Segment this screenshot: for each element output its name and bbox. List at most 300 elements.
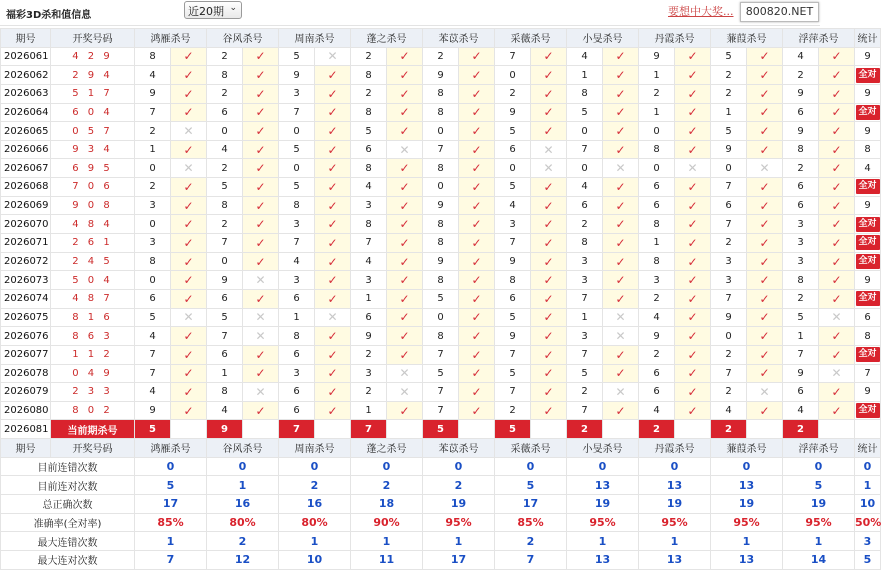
stat-value: 13 <box>567 550 639 569</box>
check-icon: ✓ <box>315 383 351 402</box>
top-bar <box>0 0 820 26</box>
check-icon: ✓ <box>315 103 351 122</box>
correct-count <box>855 234 881 253</box>
all-correct-badge: 全对 <box>856 179 880 194</box>
cross-icon: ✕ <box>387 383 423 402</box>
stat-value: 5 <box>855 550 881 569</box>
check-icon: ✓ <box>819 47 855 66</box>
kill-digit: 9 <box>279 66 315 85</box>
check-icon: ✓ <box>459 383 495 402</box>
all-correct-badge: 全对 <box>856 217 880 232</box>
kill-digit: 1 <box>351 401 387 420</box>
check-icon: ✓ <box>819 252 855 271</box>
table-row <box>1 271 881 290</box>
draw-numbers: 2 3 3 <box>51 383 135 402</box>
stat-value: 0 <box>207 457 279 476</box>
stat-value: 19 <box>567 495 639 514</box>
kill-digit: 8 <box>423 103 459 122</box>
issue-number: 2026067 <box>1 159 51 178</box>
stat-label: 最大连对次数 <box>1 550 135 569</box>
check-icon: ✓ <box>171 364 207 383</box>
stat-value: 80% <box>279 513 351 532</box>
kill-digit: 4 <box>783 401 819 420</box>
current-kill-digit: 5 <box>135 420 171 439</box>
correct-count <box>855 252 881 271</box>
check-icon: ✓ <box>459 271 495 290</box>
cross-icon: ✕ <box>603 308 639 327</box>
kill-digit: 9 <box>711 308 747 327</box>
kill-digit: 6 <box>639 178 675 197</box>
draw-numbers: 9 3 4 <box>51 140 135 159</box>
kill-digit: 3 <box>351 196 387 215</box>
column-header: 周南杀号 <box>279 29 351 48</box>
column-header: 谷风杀号 <box>207 29 279 48</box>
check-icon: ✓ <box>243 122 279 141</box>
check-icon: ✓ <box>675 289 711 308</box>
kill-digit: 7 <box>207 234 243 253</box>
kill-digit: 9 <box>423 66 459 85</box>
check-icon: ✓ <box>819 383 855 402</box>
stat-row <box>1 457 881 476</box>
draw-numbers: 2 4 5 <box>51 252 135 271</box>
column-header: 浮萍杀号 <box>783 29 855 48</box>
kill-digit: 1 <box>279 308 315 327</box>
kill-digit: 8 <box>279 327 315 346</box>
stat-value: 5 <box>783 476 855 495</box>
kill-digit: 9 <box>639 327 675 346</box>
stat-value: 95% <box>639 513 711 532</box>
kill-digit: 2 <box>351 84 387 103</box>
check-icon: ✓ <box>243 215 279 234</box>
table-row <box>1 159 881 178</box>
table-row <box>1 122 881 141</box>
kill-digit: 3 <box>351 364 387 383</box>
check-icon: ✓ <box>819 196 855 215</box>
check-icon: ✓ <box>747 401 783 420</box>
check-icon: ✓ <box>603 178 639 197</box>
cross-icon: ✕ <box>243 327 279 346</box>
check-icon: ✓ <box>315 345 351 364</box>
cross-icon: ✕ <box>243 308 279 327</box>
check-icon: ✓ <box>819 234 855 253</box>
stat-value: 1 <box>351 532 423 551</box>
current-kill-digit: 5 <box>423 420 459 439</box>
kill-digit: 3 <box>567 327 603 346</box>
check-icon: ✓ <box>387 178 423 197</box>
check-icon: ✓ <box>315 271 351 290</box>
kill-digit: 3 <box>135 234 171 253</box>
kill-digit: 8 <box>351 215 387 234</box>
period-select-value: 近20期 <box>188 5 224 18</box>
check-icon: ✓ <box>171 327 207 346</box>
check-icon: ✓ <box>531 345 567 364</box>
kill-digit: 2 <box>567 383 603 402</box>
stat-row <box>1 476 881 495</box>
check-icon: ✓ <box>315 66 351 85</box>
issue-number: 2026071 <box>1 234 51 253</box>
column-header: 小旻杀号 <box>567 29 639 48</box>
kill-digit: 0 <box>495 66 531 85</box>
check-icon: ✓ <box>171 103 207 122</box>
check-icon: ✓ <box>387 308 423 327</box>
table-row <box>1 84 881 103</box>
check-icon: ✓ <box>747 196 783 215</box>
check-icon: ✓ <box>315 84 351 103</box>
cross-icon: ✕ <box>315 308 351 327</box>
issue-number: 2026080 <box>1 401 51 420</box>
stat-value: 18 <box>351 495 423 514</box>
kill-digit: 5 <box>567 103 603 122</box>
kill-digit: 6 <box>783 383 819 402</box>
check-icon: ✓ <box>459 289 495 308</box>
check-icon: ✓ <box>315 140 351 159</box>
check-icon: ✓ <box>603 66 639 85</box>
check-icon: ✓ <box>171 345 207 364</box>
kill-digit: 0 <box>207 122 243 141</box>
check-icon: ✓ <box>171 271 207 290</box>
current-kill-spacer <box>315 420 351 439</box>
kill-digit: 7 <box>135 364 171 383</box>
check-icon: ✓ <box>675 271 711 290</box>
stat-value: 13 <box>711 550 783 569</box>
cross-icon: ✕ <box>603 159 639 178</box>
draw-numbers: 0 5 7 <box>51 122 135 141</box>
table-row <box>1 289 881 308</box>
stat-value: 11 <box>351 550 423 569</box>
stat-label: 总正确次数 <box>1 495 135 514</box>
current-kill-digit: 5 <box>495 420 531 439</box>
stat-value: 80% <box>207 513 279 532</box>
column-header: 苯苡杀号 <box>423 439 495 458</box>
kill-digit: 2 <box>207 215 243 234</box>
check-icon: ✓ <box>675 364 711 383</box>
current-kill-digit: 2 <box>567 420 603 439</box>
draw-numbers: 5 1 7 <box>51 84 135 103</box>
correct-count <box>855 401 881 420</box>
kill-digit: 0 <box>135 271 171 290</box>
current-kill-spacer <box>243 420 279 439</box>
stat-value: 19 <box>423 495 495 514</box>
kill-digit: 7 <box>423 140 459 159</box>
stat-value: 1 <box>135 532 207 551</box>
check-icon: ✓ <box>243 140 279 159</box>
period-select[interactable] <box>184 1 242 19</box>
kill-digit: 9 <box>423 252 459 271</box>
check-icon: ✓ <box>531 271 567 290</box>
check-icon: ✓ <box>747 140 783 159</box>
check-icon: ✓ <box>819 84 855 103</box>
check-icon: ✓ <box>747 178 783 197</box>
check-icon: ✓ <box>459 140 495 159</box>
stat-value: 2 <box>351 476 423 495</box>
stat-value: 12 <box>207 550 279 569</box>
stat-label: 目前连错次数 <box>1 457 135 476</box>
check-icon: ✓ <box>747 327 783 346</box>
current-kill-spacer <box>675 420 711 439</box>
kill-digit: 6 <box>135 289 171 308</box>
stat-value: 85% <box>135 513 207 532</box>
cross-icon: ✕ <box>315 47 351 66</box>
all-correct-badge: 全对 <box>856 347 880 362</box>
current-count-cell <box>855 420 881 439</box>
all-correct-badge: 全对 <box>856 235 880 250</box>
kill-digit: 2 <box>783 66 819 85</box>
kill-digit: 6 <box>783 103 819 122</box>
stat-value: 17 <box>495 495 567 514</box>
check-icon: ✓ <box>747 364 783 383</box>
check-icon: ✓ <box>747 234 783 253</box>
promo-link[interactable]: 要想中大奖... <box>668 5 734 18</box>
check-icon: ✓ <box>459 103 495 122</box>
stat-value: 2 <box>423 476 495 495</box>
issue-number: 2026065 <box>1 122 51 141</box>
kill-digit: 9 <box>135 84 171 103</box>
check-icon: ✓ <box>459 345 495 364</box>
check-icon: ✓ <box>243 159 279 178</box>
kill-digit: 8 <box>207 66 243 85</box>
kill-digit: 7 <box>495 47 531 66</box>
check-icon: ✓ <box>531 234 567 253</box>
check-icon: ✓ <box>459 234 495 253</box>
stat-value: 17 <box>135 495 207 514</box>
draw-numbers: 6 0 4 <box>51 103 135 122</box>
check-icon: ✓ <box>747 103 783 122</box>
cross-icon: ✕ <box>171 122 207 141</box>
stat-value: 1 <box>423 532 495 551</box>
kill-digit: 2 <box>639 289 675 308</box>
stat-value: 0 <box>567 457 639 476</box>
kill-digit: 7 <box>495 345 531 364</box>
stat-label: 目前连对次数 <box>1 476 135 495</box>
check-icon: ✓ <box>387 252 423 271</box>
stat-value: 0 <box>135 457 207 476</box>
kill-digit: 0 <box>279 159 315 178</box>
stat-value: 95% <box>423 513 495 532</box>
kill-digit: 1 <box>639 103 675 122</box>
check-icon: ✓ <box>675 103 711 122</box>
kill-digit: 9 <box>783 84 819 103</box>
issue-number: 2026074 <box>1 289 51 308</box>
kill-digit: 1 <box>351 289 387 308</box>
kill-digit: 8 <box>207 383 243 402</box>
column-header: 鸿雁杀号 <box>135 439 207 458</box>
kill-digit: 0 <box>423 178 459 197</box>
stat-value: 85% <box>495 513 567 532</box>
correct-count: 9 <box>855 122 881 141</box>
check-icon: ✓ <box>603 234 639 253</box>
kill-digit: 6 <box>639 196 675 215</box>
check-icon: ✓ <box>387 103 423 122</box>
kill-digit: 8 <box>423 327 459 346</box>
check-icon: ✓ <box>819 122 855 141</box>
check-icon: ✓ <box>387 66 423 85</box>
check-icon: ✓ <box>315 196 351 215</box>
kill-digit: 3 <box>711 252 747 271</box>
kill-digit: 4 <box>567 47 603 66</box>
check-icon: ✓ <box>675 308 711 327</box>
check-icon: ✓ <box>531 383 567 402</box>
chevron-down-icon: ⌄ <box>229 3 237 13</box>
stat-value: 1 <box>567 532 639 551</box>
kill-digit: 7 <box>711 364 747 383</box>
kill-digit: 1 <box>207 364 243 383</box>
column-header: 周南杀号 <box>279 439 351 458</box>
check-icon: ✓ <box>747 84 783 103</box>
check-icon: ✓ <box>387 345 423 364</box>
kill-digit: 0 <box>423 308 459 327</box>
check-icon: ✓ <box>459 327 495 346</box>
kill-digit: 2 <box>351 47 387 66</box>
kill-digit: 3 <box>567 252 603 271</box>
kill-digit: 2 <box>351 383 387 402</box>
check-icon: ✓ <box>315 234 351 253</box>
kill-digit: 0 <box>495 159 531 178</box>
kill-digit: 8 <box>783 271 819 290</box>
issue-number: 2026077 <box>1 345 51 364</box>
check-icon: ✓ <box>459 364 495 383</box>
stat-value: 13 <box>711 476 783 495</box>
stat-value: 1 <box>855 476 881 495</box>
stat-value: 95% <box>567 513 639 532</box>
kill-digit: 2 <box>135 178 171 197</box>
check-icon: ✓ <box>387 159 423 178</box>
cross-icon: ✕ <box>819 364 855 383</box>
check-icon: ✓ <box>675 122 711 141</box>
kill-digit: 7 <box>567 140 603 159</box>
kill-digit: 4 <box>711 401 747 420</box>
kill-digit: 3 <box>279 364 315 383</box>
stat-value: 13 <box>639 550 711 569</box>
kill-digit: 6 <box>351 308 387 327</box>
column-header: 苯苡杀号 <box>423 29 495 48</box>
kill-digit: 7 <box>207 327 243 346</box>
kill-digit: 9 <box>711 140 747 159</box>
kill-digit: 3 <box>567 271 603 290</box>
cross-icon: ✕ <box>387 364 423 383</box>
kill-digit: 3 <box>639 271 675 290</box>
check-icon: ✓ <box>747 66 783 85</box>
kill-digit: 9 <box>783 364 819 383</box>
kill-digit: 4 <box>783 47 819 66</box>
check-icon: ✓ <box>171 252 207 271</box>
kill-digit: 8 <box>279 196 315 215</box>
stat-row <box>1 550 881 569</box>
kill-digit: 6 <box>711 196 747 215</box>
kill-digit: 9 <box>495 327 531 346</box>
check-icon: ✓ <box>675 84 711 103</box>
draw-numbers: 8 6 3 <box>51 327 135 346</box>
check-icon: ✓ <box>603 215 639 234</box>
issue-number: 2026068 <box>1 178 51 197</box>
page-title: 福彩3D杀和值信息 <box>6 10 92 21</box>
stat-value: 0 <box>639 457 711 476</box>
kill-digit: 4 <box>351 252 387 271</box>
cross-icon: ✕ <box>747 383 783 402</box>
kill-digit: 2 <box>207 84 243 103</box>
stat-value: 16 <box>279 495 351 514</box>
check-icon: ✓ <box>531 103 567 122</box>
all-correct-badge: 全对 <box>856 291 880 306</box>
table-row <box>1 401 881 420</box>
check-icon: ✓ <box>531 196 567 215</box>
column-header: 蓬之杀号 <box>351 29 423 48</box>
correct-count: 4 <box>855 159 881 178</box>
check-icon: ✓ <box>819 178 855 197</box>
check-icon: ✓ <box>171 234 207 253</box>
stat-value: 0 <box>855 457 881 476</box>
table-row <box>1 234 881 253</box>
check-icon: ✓ <box>603 364 639 383</box>
kill-digit: 7 <box>279 234 315 253</box>
cross-icon: ✕ <box>243 383 279 402</box>
correct-count <box>855 178 881 197</box>
kill-digit: 7 <box>567 289 603 308</box>
check-icon: ✓ <box>315 327 351 346</box>
kill-digit: 6 <box>495 289 531 308</box>
kill-digit: 5 <box>423 364 459 383</box>
check-icon: ✓ <box>243 66 279 85</box>
check-icon: ✓ <box>747 47 783 66</box>
stat-value: 1 <box>207 476 279 495</box>
kill-digit: 0 <box>567 122 603 141</box>
kill-digit: 5 <box>711 122 747 141</box>
check-icon: ✓ <box>819 401 855 420</box>
kill-digit: 9 <box>639 47 675 66</box>
kill-digit: 4 <box>207 140 243 159</box>
kill-digit: 1 <box>567 308 603 327</box>
stat-value: 3 <box>855 532 881 551</box>
kill-digit: 7 <box>423 383 459 402</box>
all-correct-badge: 全对 <box>856 105 880 120</box>
check-icon: ✓ <box>459 178 495 197</box>
check-icon: ✓ <box>747 215 783 234</box>
column-header: 丹霞杀号 <box>639 439 711 458</box>
check-icon: ✓ <box>531 289 567 308</box>
check-icon: ✓ <box>243 364 279 383</box>
check-icon: ✓ <box>243 234 279 253</box>
kill-digit: 8 <box>351 159 387 178</box>
kill-digit: 1 <box>135 140 171 159</box>
correct-count: 9 <box>855 383 881 402</box>
kill-digit: 7 <box>711 178 747 197</box>
check-icon: ✓ <box>531 66 567 85</box>
kill-digit: 8 <box>639 140 675 159</box>
cross-icon: ✕ <box>603 327 639 346</box>
check-icon: ✓ <box>387 271 423 290</box>
check-icon: ✓ <box>243 178 279 197</box>
check-icon: ✓ <box>171 215 207 234</box>
issue-number: 2026062 <box>1 66 51 85</box>
kill-digit: 5 <box>351 122 387 141</box>
kill-digit: 5 <box>567 364 603 383</box>
check-icon: ✓ <box>603 84 639 103</box>
issue-number: 2026069 <box>1 196 51 215</box>
check-icon: ✓ <box>315 215 351 234</box>
issue-number: 2026078 <box>1 364 51 383</box>
all-correct-badge: 全对 <box>856 254 880 269</box>
kill-digit: 5 <box>279 178 315 197</box>
kill-digit: 2 <box>711 383 747 402</box>
column-header: 蒹葭杀号 <box>711 439 783 458</box>
kill-digit: 0 <box>567 159 603 178</box>
check-icon: ✓ <box>459 401 495 420</box>
all-correct-badge: 全对 <box>856 68 880 83</box>
kill-digit: 1 <box>639 234 675 253</box>
check-icon: ✓ <box>531 84 567 103</box>
check-icon: ✓ <box>459 308 495 327</box>
table-row <box>1 178 881 197</box>
check-icon: ✓ <box>819 345 855 364</box>
